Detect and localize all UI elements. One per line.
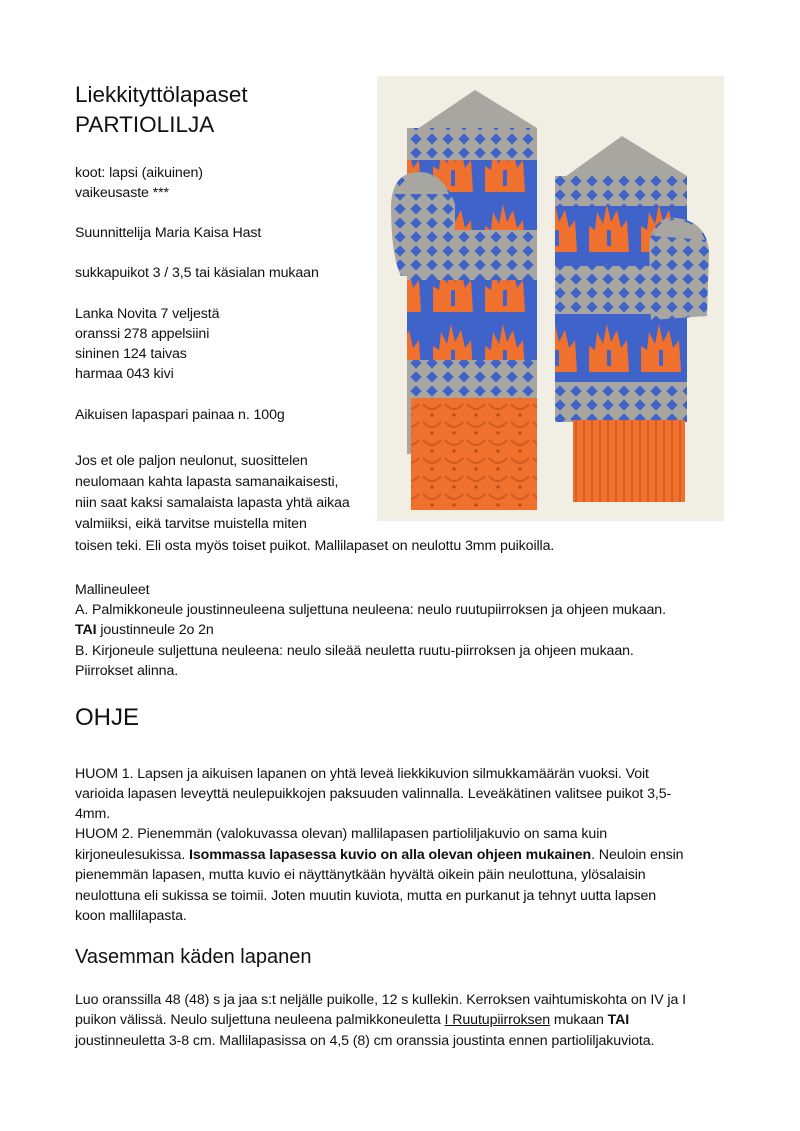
chart-link[interactable]: I Ruutupiirroksen bbox=[444, 1012, 551, 1028]
sizes-text: koot: lapsi (aikuinen) bbox=[75, 165, 203, 181]
advice-line: valmiiksi, eikä tarvitse muistella miten bbox=[75, 516, 307, 532]
advice-line: Jos et ole paljon neulonut, suosittelen bbox=[75, 453, 308, 469]
left-mitten-heading: Vasemman käden lapanen bbox=[75, 946, 312, 968]
instructions-heading: OHJE bbox=[75, 704, 140, 731]
difficulty-text: vaikeusaste *** bbox=[75, 185, 169, 201]
line2-pre: puikon välissä. Neulo suljettuna neuleena palmikkoneuletta bbox=[75, 1012, 445, 1028]
left-mitten-line: joustinneuletta 3-8 cm. Mallilapasissa on 4,5 (8) cm oranssia joustinta ennen partioliljakuviota. bbox=[75, 1033, 655, 1049]
left-mitten bbox=[391, 90, 537, 510]
note2-line: neulottuna eli sukissa se toimii. Joten muutin kuviota, mutta en purkanut ja tehnyt uutta lapsen bbox=[75, 888, 657, 904]
note1-line: 4mm. bbox=[75, 806, 111, 822]
stitch-a-alternative bbox=[75, 620, 214, 641]
yarn-color-orange: oranssi 278 appelsiini bbox=[75, 326, 210, 342]
note2-pre: kirjoneulesukissa. bbox=[75, 847, 190, 863]
left-mitten-line: Luo oranssilla 48 (48) s ja jaa s:t neljälle puikolle, 12 s kullekin. Kerroksen vaihtumiskohta on IV ja I bbox=[75, 992, 686, 1008]
stitch-a-text: A. Palmikkoneule joustinneuleena suljettuna neuleena: neulo ruutupiirroksen ja ohjeen mukaan. bbox=[75, 602, 666, 618]
needles-text: sukkapuikot 3 / 3,5 tai käsialan mukaan bbox=[75, 265, 319, 281]
or-rest: joustinneule 2o 2n bbox=[96, 622, 214, 638]
note2-line bbox=[75, 845, 683, 866]
advice-line: niin saat kaksi samalaista lapasta yhtä aikaa bbox=[75, 495, 350, 511]
note2-line: HUOM 2. Pienemmän (valokuvassa olevan) mallilapasen partioliljakuvio on sama kuin bbox=[75, 826, 608, 842]
note1-line: varioida lapasen leveyttä neulepuikkojen paksuuden valinnalla. Leveäkätinen valitsee puikot 3,5- bbox=[75, 786, 672, 802]
weight-text: Aikuisen lapaspari painaa n. 100g bbox=[75, 407, 285, 423]
yarn-color-gray: harmaa 043 kivi bbox=[75, 366, 174, 382]
left-mitten-line bbox=[75, 1010, 629, 1031]
stitches-heading: Mallineuleet bbox=[75, 582, 150, 598]
charts-note: Piirrokset alinna. bbox=[75, 663, 179, 679]
line2-mid: mukaan bbox=[550, 1012, 608, 1028]
document-subtitle: PARTIOLILJA bbox=[75, 112, 215, 137]
yarn-color-blue: sininen 124 taivas bbox=[75, 346, 187, 362]
note2-line: pienemmän lapasen, mutta kuvio ei näyttänytkään hyvältä oikein päin neulottuna, ylösalaisin bbox=[75, 867, 646, 883]
mittens-photo bbox=[377, 76, 724, 521]
document-title: Liekkityttölapaset bbox=[75, 82, 248, 107]
line2-bold: TAI bbox=[607, 1012, 630, 1028]
advice-line: neulomaan kahta lapasta samanaikaisesti, bbox=[75, 474, 339, 490]
note2-bold: Isommassa lapasessa kuvio on alla olevan ohjeen mukainen bbox=[189, 847, 592, 863]
mittens-illustration bbox=[377, 76, 724, 521]
advice-line: toisen teki. Eli osta myös toiset puikot. Mallilapaset on neulottu 3mm puikoilla. bbox=[75, 538, 555, 554]
note2-post: . Neuloin ensin bbox=[591, 847, 684, 863]
stitch-b-text: B. Kirjoneule suljettuna neuleena: neulo sileää neuletta ruutu-piirroksen ja ohjeen mukaan. bbox=[75, 643, 634, 659]
note2-line: koon mallilapasta. bbox=[75, 908, 187, 924]
designer-text: Suunnittelija Maria Kaisa Hast bbox=[75, 225, 262, 241]
note1-line: HUOM 1. Lapsen ja aikuisen lapanen on yhtä leveä liekkikuvion silmukkamäärän vuoksi. Voit bbox=[75, 766, 649, 782]
yarn-title: Lanka Novita 7 veljestä bbox=[75, 306, 220, 322]
or-bold: TAI bbox=[75, 622, 97, 638]
